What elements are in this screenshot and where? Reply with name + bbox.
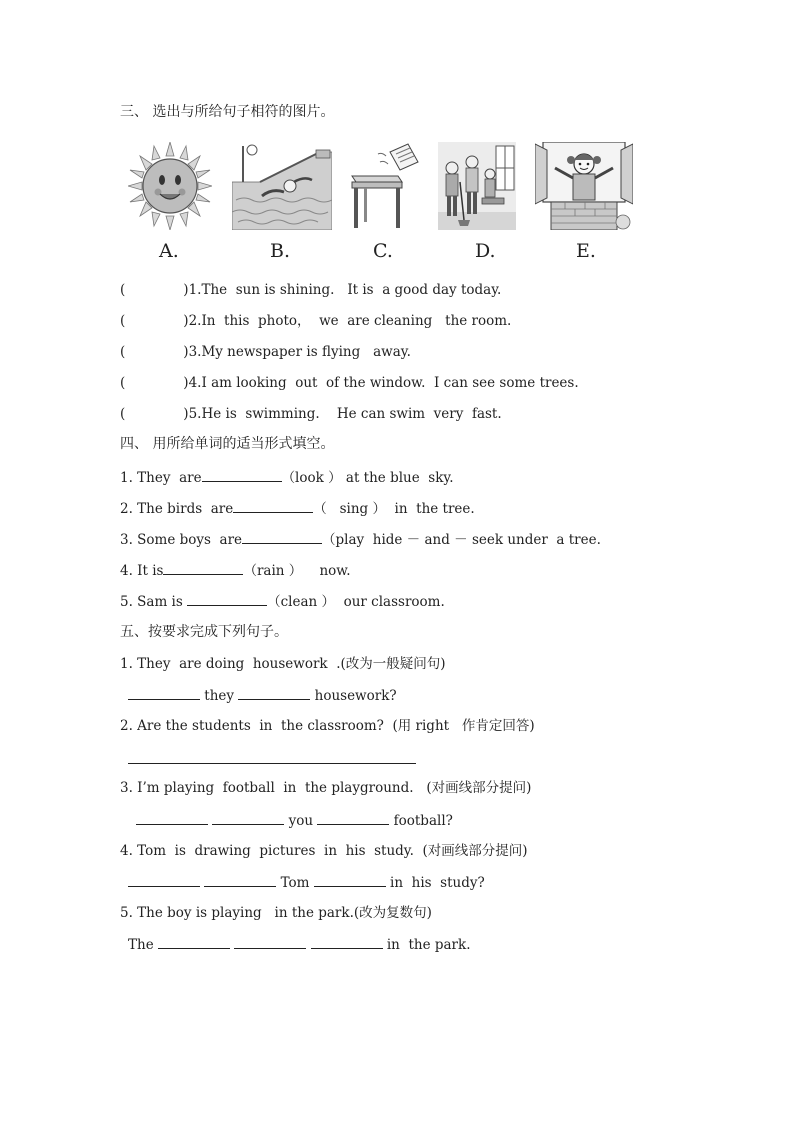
newspaper-flying-icon xyxy=(348,142,420,230)
question-1: 1. They are doing housework .(改为一般疑问句) xyxy=(120,656,446,672)
list-item[interactable]: ( )1.The sun is shining. It is a good day today. xyxy=(120,282,502,298)
answer-blank[interactable] xyxy=(128,750,416,764)
list-item: 3. Some boys are （play hide － and － seek under a tree. xyxy=(120,532,601,548)
answer-line-4: Tom in his study? xyxy=(128,873,485,892)
answer-blank[interactable] xyxy=(202,468,282,482)
option-letter-c: C. xyxy=(373,240,393,262)
answer-blank[interactable] xyxy=(233,499,313,513)
question-5: 5. The boy is playing in the park.(改为复数句) xyxy=(120,905,432,921)
question-2: 2. Are the students in the classroom? (用 right 作肯定回答) xyxy=(120,718,535,734)
list-item: 4. It is （rain ） now. xyxy=(120,563,351,579)
children-cleaning-icon xyxy=(438,142,516,230)
answer-blank[interactable] xyxy=(128,873,200,887)
answer-line-5: The in the park. xyxy=(128,937,471,953)
answer-line-2 xyxy=(128,750,416,769)
section4-title: 四、 用所给单词的适当形式填空。 xyxy=(120,436,335,452)
answer-blank[interactable] xyxy=(158,935,230,949)
answer-blank[interactable] xyxy=(136,811,208,825)
answer-line-3: you football? xyxy=(136,811,453,830)
list-item: 5. Sam is （clean ） our classroom. xyxy=(120,594,445,610)
option-letter-b: B. xyxy=(270,240,291,262)
answer-blank[interactable] xyxy=(204,873,276,887)
answer-blank[interactable] xyxy=(234,935,306,949)
question-3: 3. I’m playing football in the playground. (对画线部分提问) xyxy=(120,780,532,796)
answer-blank[interactable] xyxy=(187,592,267,606)
list-item[interactable]: ( )3.My newspaper is flying away. xyxy=(120,344,411,360)
answer-blank[interactable] xyxy=(314,873,386,887)
answer-blank[interactable] xyxy=(242,530,322,544)
answer-line-1: they housework? xyxy=(128,686,397,705)
swimming-boy-icon xyxy=(232,142,332,230)
sun-icon xyxy=(128,142,212,230)
answer-blank[interactable] xyxy=(128,686,200,700)
option-letter-a: A. xyxy=(159,240,179,262)
question-4: 4. Tom is drawing pictures in his study. (对画线部分提问) xyxy=(120,843,528,859)
answer-blank[interactable] xyxy=(311,935,383,949)
list-item: 2. The birds are （ sing ） in the tree. xyxy=(120,501,475,517)
section5-title: 五、按要求完成下列句子。 xyxy=(120,624,288,640)
option-letter-e: E. xyxy=(576,240,596,262)
list-item: 1. They are （look ） at the blue sky. xyxy=(120,470,454,486)
answer-blank[interactable] xyxy=(317,811,389,825)
answer-blank[interactable] xyxy=(163,561,243,575)
list-item[interactable]: ( )4.I am looking out of the window. I can see some trees. xyxy=(120,375,579,391)
girl-at-window-icon xyxy=(535,142,633,230)
answer-blank[interactable] xyxy=(212,811,284,825)
answer-blank[interactable] xyxy=(238,686,310,700)
list-item[interactable]: ( )2.In this photo， we are cleaning the room. xyxy=(120,313,512,329)
section3-title: 三、 选出与所给句子相符的图片。 xyxy=(120,104,335,120)
option-letter-d: D. xyxy=(475,240,496,262)
list-item[interactable]: ( )5.He is swimming. He can swim very fast. xyxy=(120,406,502,422)
